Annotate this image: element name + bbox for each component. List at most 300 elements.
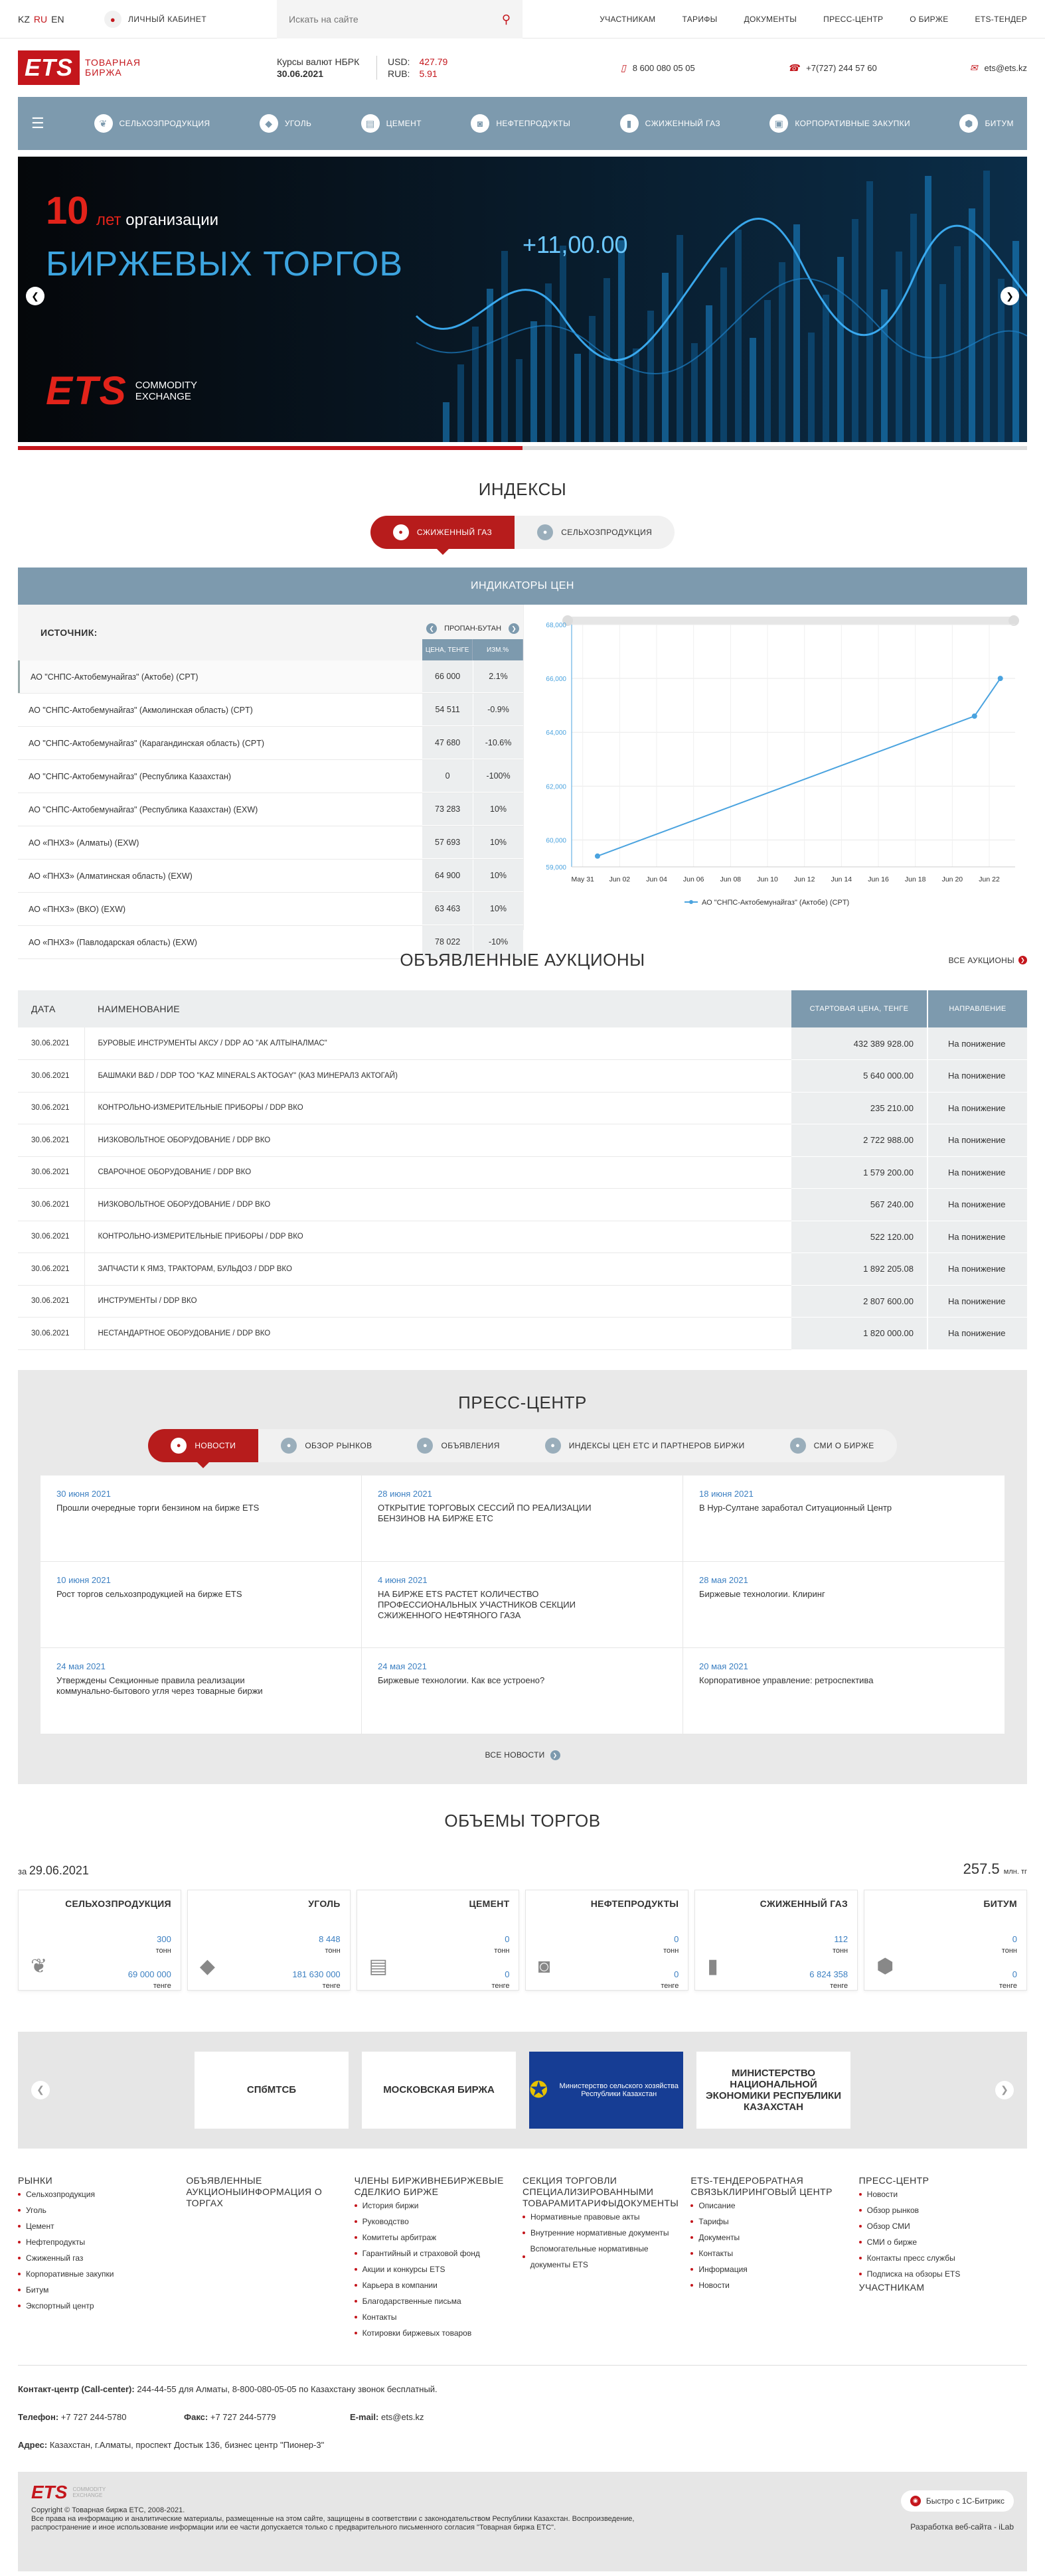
category-label: ЦЕМЕНТ	[386, 119, 422, 128]
indicator-row[interactable]	[18, 860, 523, 893]
category-label: СЖИЖЕННЫЙ ГАЗ	[645, 119, 721, 128]
footer-link[interactable]: Тарифы	[690, 2214, 858, 2230]
top-nav-item[interactable]: ТАРИФЫ	[682, 15, 718, 24]
category-item[interactable]	[361, 114, 422, 133]
indicator-change: 2.1%	[473, 660, 523, 693]
news-date: 24 мая 2021	[378, 1661, 427, 1671]
news-grid	[40, 1476, 1005, 1734]
indicator-row[interactable]	[18, 793, 523, 826]
footer-column	[355, 2175, 522, 2341]
cement-icon: ▤	[368, 1955, 388, 1977]
x-tick-label: Jun 08	[720, 875, 742, 883]
volumes-date: 29.06.2021	[29, 1863, 89, 1877]
footer-heading[interactable]: О БИРЖЕ	[393, 2186, 439, 2197]
auction-row[interactable]	[18, 1253, 1027, 1286]
price-chart	[524, 605, 1027, 930]
category-item[interactable]	[94, 114, 210, 133]
banner-prev-arrow[interactable]: ❮	[26, 287, 44, 305]
tab-label: НОВОСТИ	[195, 1440, 236, 1450]
volume-qty-unit: тонн	[663, 1946, 679, 1955]
volume-card[interactable]	[187, 1890, 351, 1991]
x-tick-label: Jun 16	[868, 875, 889, 883]
indicator-name: АО «ПНХЗ» (Павлодарская область) (EXW)	[29, 937, 197, 947]
bitumen-icon: ⬢	[876, 1955, 894, 1977]
partners-next-arrow[interactable]: ❯	[995, 2081, 1014, 2099]
indicator-row[interactable]	[18, 893, 523, 926]
news-date: 24 мая 2021	[56, 1661, 106, 1671]
auction-name[interactable]: НИЗКОВОЛЬТНОЕ ОБОРУДОВАНИЕ / DDP ВКО	[84, 1189, 791, 1221]
arrow-right-icon: ❯	[1018, 956, 1027, 964]
tab-label: ИНДЕКСЫ ЦЕН ЕТС И ПАРТНЕРОВ БИРЖИ	[568, 1440, 745, 1450]
partner-logo[interactable]	[529, 2052, 683, 2129]
news-title: Прошли очередные торги бензином на бирже ETS	[56, 1502, 260, 1513]
phone-city[interactable]: ☎ +7(727) 244 57 60	[787, 62, 877, 73]
auction-direction: На понижение	[927, 1124, 1027, 1157]
indicator-row[interactable]	[18, 826, 523, 860]
news-title: Корпоративное управление: ретроспектива	[699, 1675, 874, 1685]
search-icon[interactable]: ⚲	[501, 12, 511, 26]
banner-years-rest: организации	[121, 211, 219, 229]
category-item[interactable]	[620, 114, 720, 133]
lang-ru[interactable]: RU	[33, 14, 48, 25]
fax-label: Факс:	[184, 2411, 208, 2422]
partner-name: МИНИСТЕРСТВО НАЦИОНАЛЬНОЙ ЭКОНОМИКИ РЕСПУБЛИКИ КАЗАХСТАН	[706, 2067, 841, 2113]
footer-email[interactable]: ets@ets.kz	[380, 2411, 424, 2422]
barrel-icon: ◙	[538, 1955, 550, 1977]
category-item[interactable]	[959, 114, 1013, 133]
tab-icon: ●	[281, 1438, 297, 1454]
auction-direction: На понижение	[927, 1092, 1027, 1124]
press-tabs	[40, 1429, 1005, 1462]
auction-name[interactable]: КОНТРОЛЬНО-ИЗМЕРИТЕЛЬНЫЕ ПРИБОРЫ / DDP ВКО	[84, 1221, 791, 1253]
volume-card[interactable]	[18, 1890, 181, 1991]
auction-row[interactable]	[18, 1124, 1027, 1157]
auction-row[interactable]	[18, 1189, 1027, 1221]
x-tick-label: Jun 14	[831, 875, 852, 883]
footer-column	[859, 2175, 1027, 2341]
volume-qty-unit: тонн	[494, 1946, 510, 1955]
footer-link[interactable]: Сжиженный газ	[18, 2250, 186, 2266]
auction-name[interactable]: НИЗКОВОЛЬТНОЕ ОБОРУДОВАНИЕ / DDP ВКО	[84, 1124, 791, 1157]
volumes-title: ОБЪЕМЫ ТОРГОВ	[444, 1810, 601, 1831]
indicator-name: АО "СНПС-Актобемунайгаз" (Республика Казахстан) (EXW)	[29, 804, 258, 814]
cart-icon: ▣	[769, 114, 788, 133]
auction-direction: На понижение	[927, 1027, 1027, 1060]
auction-row[interactable]	[18, 1221, 1027, 1253]
indicator-change: -0.9%	[473, 694, 523, 726]
chart-navigator	[565, 617, 1016, 625]
legend-label: АО "СНПС-Актобемунайгаз" (Актобе) (CPT)	[702, 899, 850, 907]
language-switcher	[18, 14, 104, 25]
tab-icon: ●	[393, 524, 409, 540]
footer-heading[interactable]: ПРЕСС-ЦЕНТР	[858, 2174, 929, 2186]
x-tick-label: Jun 12	[793, 875, 815, 883]
top-nav-item[interactable]: О БИРЖЕ	[910, 15, 949, 24]
partner-logo[interactable]	[195, 2052, 349, 2129]
top-nav-item[interactable]: ПРЕСС-ЦЕНТР	[823, 15, 884, 24]
y-tick-label: 64,000	[546, 729, 566, 737]
x-tick-label: Jun 22	[979, 875, 1000, 883]
news-date: 30 июня 2021	[56, 1488, 111, 1499]
indicator-price: 64 900	[422, 860, 473, 892]
footer-link[interactable]: Контакты	[355, 2309, 522, 2325]
indicator-row[interactable]	[18, 727, 523, 760]
usd-label: USD:	[388, 56, 410, 67]
footer-link[interactable]: Новости	[859, 2186, 1027, 2202]
coal-icon: ◆	[260, 114, 278, 133]
auction-row[interactable]	[18, 1285, 1027, 1318]
col-direction: НАПРАВЛЕНИЕ	[927, 990, 1027, 1027]
indicator-name: АО «ПНХЗ» (ВКО) (EXW)	[29, 904, 126, 914]
footer-heading[interactable]: КЛИРИНГОВЫЙ ЦЕНТР	[723, 2186, 833, 2197]
auction-price: 235 210.00	[791, 1092, 927, 1124]
footer-link[interactable]: Новости	[690, 2277, 858, 2293]
tab-2[interactable]	[258, 1429, 394, 1462]
volumes-total-unit: млн. тг	[1003, 1867, 1027, 1876]
footer-contacts	[18, 2365, 1027, 2452]
auction-row[interactable]	[18, 1092, 1027, 1124]
phone-label: Телефон:	[18, 2411, 59, 2422]
tab-4[interactable]	[522, 1429, 767, 1462]
personal-cabinet-link[interactable]	[104, 11, 277, 28]
footer-link[interactable]: Описание	[690, 2198, 858, 2214]
volume-qty: 0	[505, 1933, 510, 1944]
volume-money: 0	[674, 1969, 679, 1979]
indicator-change: 10%	[473, 793, 523, 826]
volume-qty-unit: тонн	[832, 1946, 848, 1955]
site-logo[interactable]	[18, 50, 277, 85]
footer-heading[interactable]: ТАРИФЫ	[575, 2197, 617, 2208]
auction-name[interactable]: ЗАПЧАСТИ К ЯМЗ, ТРАКТОРАМ, БУЛЬДОЗ / DDP ВКО	[84, 1253, 791, 1286]
copyright-text: Copyright © Товарная биржа ETC, 2008-2021.	[31, 2506, 185, 2514]
cement-icon: ▤	[361, 114, 380, 133]
volume-card[interactable]	[525, 1890, 688, 1991]
footer-heading[interactable]: УЧАСТНИКАМ	[858, 2281, 925, 2293]
news-item[interactable]	[362, 1476, 683, 1562]
indicator-change: -10.6%	[473, 727, 523, 759]
indicator-row[interactable]	[18, 760, 523, 793]
top-nav-item[interactable]: ETS-ТЕНДЕР	[975, 15, 1027, 24]
auction-row[interactable]	[18, 1318, 1027, 1350]
auction-date: 30.06.2021	[18, 1285, 84, 1318]
y-tick-label: 60,000	[546, 837, 566, 845]
footer-link[interactable]: Нефтепродукты	[18, 2234, 186, 2250]
indicator-name: АО "СНПС-Актобемунайгаз" (Карагандинская область) (CPT)	[29, 738, 264, 748]
news-item[interactable]	[40, 1648, 362, 1734]
auction-date: 30.06.2021	[18, 1092, 84, 1124]
auction-date: 30.06.2021	[18, 1060, 84, 1093]
footer-link[interactable]: Вспомогательные нормативные документы ETS	[522, 2241, 690, 2273]
footer-link[interactable]: Контакты пресс службы	[859, 2250, 1027, 2266]
product-selector[interactable]	[422, 618, 523, 639]
footer-link[interactable]: Внутренние нормативные документы	[522, 2225, 690, 2241]
auction-name[interactable]: БУРОВЫЕ ИНСТРУМЕНТЫ АКСУ / DDP АО "АК АЛТЫНАЛМАС"	[84, 1027, 791, 1060]
price-indicators	[18, 605, 1027, 947]
footer-link[interactable]: Нормативные правовые акты	[522, 2209, 690, 2225]
footer-link[interactable]: Обзор СМИ	[859, 2218, 1027, 2234]
tab-icon: ●	[171, 1438, 187, 1454]
footer-heading[interactable]: ВНЕБИРЖЕВЫЕ СДЕЛКИ	[354, 2174, 504, 2197]
indices-tabs	[18, 516, 1027, 549]
banner-logo: ETS COMMODITY EXCHANGE	[46, 368, 198, 413]
email-label: E-mail:	[350, 2411, 379, 2422]
arrow-right-icon: ❯	[550, 1750, 560, 1760]
emblem-icon: ✪	[529, 2077, 548, 2103]
category-label: НЕФТЕПРОДУКТЫ	[496, 119, 571, 128]
y-tick-label: 62,000	[546, 783, 566, 791]
tab-icon: ●	[537, 524, 553, 540]
footer-link[interactable]: Подписка на обзоры ETS	[859, 2266, 1027, 2282]
bitumen-icon: ⬢	[959, 114, 978, 133]
banner-progress	[18, 446, 1027, 450]
tab-1[interactable]	[370, 516, 515, 549]
volume-cards	[18, 1890, 1027, 1991]
indicator-price: 63 463	[422, 893, 473, 925]
address-label: Адрес:	[18, 2439, 48, 2450]
menu-icon[interactable]: ☰	[31, 115, 45, 131]
y-tick-label: 68,000	[546, 622, 566, 629]
footer-link[interactable]: История биржи	[355, 2198, 522, 2214]
logo-mark: ETS	[18, 50, 80, 85]
indicator-row[interactable]	[18, 694, 523, 727]
rights-text: Все права на информацию и аналитические материалы, размещенные на этом сайте, защищены в соответствии с законодательством Республики Казахстан. Воспроизведение, распространение и иное использование информации или ее части допускается только с предварительного письменного согласия "Товарная биржа ETC".	[31, 2514, 635, 2532]
category-label: КОРПОРАТИВНЫЕ ЗАКУПКИ	[795, 119, 911, 128]
partner-logo[interactable]	[696, 2052, 850, 2129]
mail-icon: ✉	[969, 62, 978, 73]
indicator-name: АО "СНПС-Актобемунайгаз" (Акмолинская область) (CPT)	[29, 705, 253, 715]
auction-date: 30.06.2021	[18, 1189, 84, 1221]
volume-money-unit: тенге	[153, 1981, 171, 1990]
auction-date: 30.06.2021	[18, 1156, 84, 1189]
col-price: СТАРТОВАЯ ЦЕНА, ТЕНГЕ	[791, 990, 927, 1027]
volume-title: СЖИЖЕННЫЙ ГАЗ	[760, 1898, 848, 1909]
auction-price: 432 389 928.00	[791, 1027, 927, 1060]
auction-price: 5 640 000.00	[791, 1060, 927, 1093]
news-date: 20 мая 2021	[699, 1661, 748, 1671]
auction-name[interactable]: НЕСТАНДАРТНОЕ ОБОРУДОВАНИЕ / DDP ВКО	[84, 1318, 791, 1350]
tab-5[interactable]	[767, 1429, 897, 1462]
tab-1[interactable]	[148, 1429, 258, 1462]
bitrix-link[interactable]: ◉ Быстро с 1С-Битрикс	[901, 2490, 1014, 2512]
auction-date: 30.06.2021	[18, 1027, 84, 1060]
auction-price: 2 722 988.00	[791, 1124, 927, 1157]
copyright-bar	[18, 2472, 1027, 2571]
indicator-price: 78 022	[422, 926, 473, 958]
footer-link[interactable]: Комитеты арбитраж	[355, 2230, 522, 2245]
rub-label: RUB:	[388, 68, 410, 79]
indicator-name: АО "СНПС-Актобемунайгаз" (Актобе) (CPT)	[18, 660, 422, 693]
indicator-change: 10%	[473, 826, 523, 859]
footer-link[interactable]: Экспортный центр	[18, 2298, 186, 2314]
product-name: ПРОПАН-БУТАН	[444, 625, 502, 633]
auction-name[interactable]: СВАРОЧНОЕ ОБОРУДОВАНИЕ / DDP ВКО	[84, 1156, 791, 1189]
news-item[interactable]	[362, 1562, 683, 1648]
footer-link[interactable]: Акции и конкурсы ETS	[355, 2261, 522, 2277]
partner-logo[interactable]	[362, 2052, 516, 2129]
indicator-price: 47 680	[422, 727, 473, 759]
phone-free[interactable]: ▯ 8 600 080 05 05	[620, 62, 695, 73]
volume-money: 0	[505, 1969, 510, 1979]
footer-link[interactable]: Руководство	[355, 2214, 522, 2230]
category-item[interactable]	[260, 114, 311, 133]
auctions-table	[18, 990, 1027, 1350]
news-date: 10 июня 2021	[56, 1574, 111, 1585]
volume-qty: 112	[834, 1933, 848, 1944]
news-item[interactable]	[683, 1648, 1005, 1734]
footer-link[interactable]: Контакты	[690, 2245, 858, 2261]
developer-link[interactable]: Разработка веб-сайта - iLab	[910, 2522, 1014, 2532]
footer-link[interactable]: Корпоративные закупки	[18, 2266, 186, 2282]
data-point	[595, 854, 600, 859]
tab-2[interactable]	[515, 516, 675, 549]
tab-label: ОБЪЯВЛЕНИЯ	[441, 1440, 500, 1450]
header-email[interactable]: ✉ ets@ets.kz	[969, 62, 1027, 73]
indicator-price: 54 511	[422, 694, 473, 726]
auction-price: 522 120.00	[791, 1221, 927, 1253]
footer-heading[interactable]: ОБРАТНАЯ СВЯЗЬ	[690, 2174, 804, 2197]
volumes-total: 257.5	[963, 1860, 1000, 1877]
indicator-change: -10%	[473, 926, 523, 958]
auction-direction: На понижение	[927, 1253, 1027, 1286]
volume-money: 6 824 358	[809, 1969, 848, 1979]
footer-link[interactable]: Уголь	[18, 2202, 186, 2218]
news-date: 4 июня 2021	[378, 1574, 428, 1585]
top-bar	[0, 0, 1045, 38]
indicator-row[interactable]	[18, 660, 523, 694]
x-tick-label: Jun 18	[904, 875, 926, 883]
usd-rate: 427.79	[419, 56, 448, 67]
category-label: БИТУМ	[985, 119, 1014, 128]
footer-heading[interactable]: СЕКЦИЯ ТОРГОВЛИ СПЕЦИАЛИЗИРОВАННЫМИ ТОВАРАМИ	[522, 2174, 654, 2208]
footer-heading[interactable]: ETS-ТЕНДЕР	[690, 2174, 752, 2186]
news-item[interactable]	[362, 1648, 683, 1734]
footer-link[interactable]: Информация	[690, 2261, 858, 2277]
news-title: Биржевые технологии. Как все устроено?	[378, 1675, 545, 1685]
header	[0, 38, 1045, 97]
footer-heading[interactable]: ЧЛЕНЫ БИРЖИ	[354, 2174, 428, 2186]
footer-heading[interactable]: ОБЪЯВЛЕННЫЕ АУКЦИОНЫ	[186, 2174, 262, 2197]
personal-cabinet-label: ЛИЧНЫЙ КАБИНЕТ	[128, 15, 207, 24]
volume-card[interactable]	[357, 1890, 520, 1991]
auction-name[interactable]: БАШМАКИ B&D / DDP ТОО "KAZ MINERALS AKTOGAY" (КАЗ МИНЕРАЛЗ АКТОГАЙ)	[84, 1060, 791, 1093]
auction-name[interactable]: ИНСТРУМЕНТЫ / DDP ВКО	[84, 1285, 791, 1318]
wheat-icon: ❦	[31, 1955, 48, 1977]
footer-heading[interactable]: ДОКУМЕНТЫ	[616, 2197, 679, 2208]
lang-en[interactable]: EN	[51, 14, 64, 25]
arrow-right-icon[interactable]: ❯	[509, 623, 519, 634]
auction-date: 30.06.2021	[18, 1253, 84, 1286]
indicator-price: 73 283	[422, 793, 473, 826]
category-item[interactable]	[471, 114, 570, 133]
category-nav	[18, 97, 1027, 150]
banner-headline: БИРЖЕВЫХ ТОРГОВ	[46, 245, 404, 283]
tab-label: СМИ О БИРЖЕ	[813, 1440, 874, 1450]
footer-link[interactable]: Цемент	[18, 2218, 186, 2234]
auction-price: 2 807 600.00	[791, 1285, 927, 1318]
legend-marker	[689, 900, 693, 904]
banner-years-word: лет	[96, 211, 121, 229]
mobile-phone-icon: ▯	[620, 62, 626, 73]
callcenter-text: 244-44-55 для Алматы, 8-800-080-05-05 по Казахстану звонок бесплатный.	[137, 2384, 438, 2394]
tab-icon: ●	[545, 1438, 561, 1454]
news-item[interactable]	[40, 1476, 362, 1562]
partners-prev-arrow[interactable]: ❮	[31, 2081, 50, 2099]
auction-name[interactable]: КОНТРОЛЬНО-ИЗМЕРИТЕЛЬНЫЕ ПРИБОРЫ / DDP ВКО	[84, 1092, 791, 1124]
logo-text: ТОВАРНАЯ БИРЖА	[85, 57, 141, 78]
top-nav-item[interactable]: УЧАСТНИКАМ	[600, 15, 656, 24]
volume-money: 181 630 000	[292, 1969, 341, 1979]
volume-money-unit: тенге	[830, 1981, 848, 1990]
footer-logo[interactable]: ETS COMMODITY EXCHANGE	[31, 2482, 106, 2502]
footer-link[interactable]: СМИ о бирже	[859, 2234, 1027, 2250]
rates-title: Курсы валют НБРК	[277, 56, 360, 67]
category-item[interactable]	[769, 114, 910, 133]
auction-direction: На понижение	[927, 1221, 1027, 1253]
auction-row[interactable]	[18, 1060, 1027, 1093]
x-tick-label: Jun 02	[609, 875, 631, 883]
banner-next-arrow[interactable]: ❯	[1001, 287, 1019, 305]
x-tick-label: Jun 06	[683, 875, 704, 883]
footer-link[interactable]: Битум	[18, 2282, 186, 2298]
footer-link[interactable]: Гарантийный и страховой фонд	[355, 2245, 522, 2261]
footer-link[interactable]: Котировки биржевых товаров	[355, 2325, 522, 2341]
volume-title: ЦЕМЕНТ	[469, 1898, 510, 1909]
auction-row[interactable]	[18, 1027, 1027, 1060]
footer-link[interactable]: Обзор рынков	[859, 2202, 1027, 2218]
volume-title: БИТУМ	[983, 1898, 1017, 1909]
volume-qty: 0	[674, 1933, 679, 1944]
footer-phone[interactable]: +7 727 244-5780	[60, 2411, 127, 2422]
col-name: НАИМЕНОВАНИЕ	[84, 990, 791, 1027]
footer-link[interactable]: Карьера в компании	[355, 2277, 522, 2293]
data-point	[972, 714, 977, 719]
volume-qty-unit: тонн	[155, 1946, 171, 1955]
indicator-name: АО «ПНХЗ» (Алматинская область) (EXW)	[29, 871, 193, 881]
col-date: ДАТА	[18, 990, 84, 1027]
volume-card[interactable]	[694, 1890, 858, 1991]
footer-heading[interactable]: ИНФОРМАЦИЯ О ТОРГАХ	[186, 2186, 323, 2208]
search-input[interactable]	[289, 14, 488, 25]
col-change-header: ИЗМ.%	[473, 639, 523, 660]
top-nav-item[interactable]: ДОКУМЕНТЫ	[744, 15, 797, 24]
y-tick-label: 66,000	[546, 676, 566, 684]
volume-card[interactable]	[864, 1890, 1027, 1991]
auction-row[interactable]	[18, 1156, 1027, 1189]
footer-heading[interactable]: РЫНКИ	[18, 2174, 53, 2186]
source-label: ИСТОЧНИК:	[18, 605, 422, 660]
arrow-left-icon[interactable]: ❮	[426, 623, 437, 634]
indicator-name: АО "СНПС-Актобемунайгаз" (Республика Казахстан)	[29, 771, 232, 781]
footer-fax: +7 727 244-5779	[210, 2411, 276, 2422]
tab-3[interactable]	[394, 1429, 522, 1462]
news-item[interactable]	[683, 1562, 1005, 1648]
tab-label: СЕЛЬХОЗПРОДУКЦИЯ	[561, 528, 653, 537]
category-label: СЕЛЬХОЗПРОДУКЦИЯ	[119, 119, 210, 128]
news-item[interactable]	[683, 1476, 1005, 1562]
footer-link[interactable]: Сельхозпродукция	[18, 2186, 186, 2202]
partner-name: МОСКОВСКАЯ БИРЖА	[383, 2084, 495, 2095]
all-news-link[interactable]: ВСЕ НОВОСТИ ❯	[40, 1750, 1005, 1760]
volume-qty: 8 448	[319, 1933, 341, 1944]
news-item[interactable]	[40, 1562, 362, 1648]
footer-link[interactable]: Документы	[690, 2230, 858, 2245]
banner-value: +11,00.00	[522, 231, 628, 258]
bitrix-icon: ◉	[910, 2496, 921, 2506]
indicator-change: -100%	[473, 760, 523, 793]
lang-kz[interactable]: KZ	[18, 14, 30, 25]
all-auctions-link[interactable]: ВСЕ АУКЦИОНЫ ❯	[949, 956, 1027, 965]
footer-link[interactable]: Благодарственные письма	[355, 2293, 522, 2309]
